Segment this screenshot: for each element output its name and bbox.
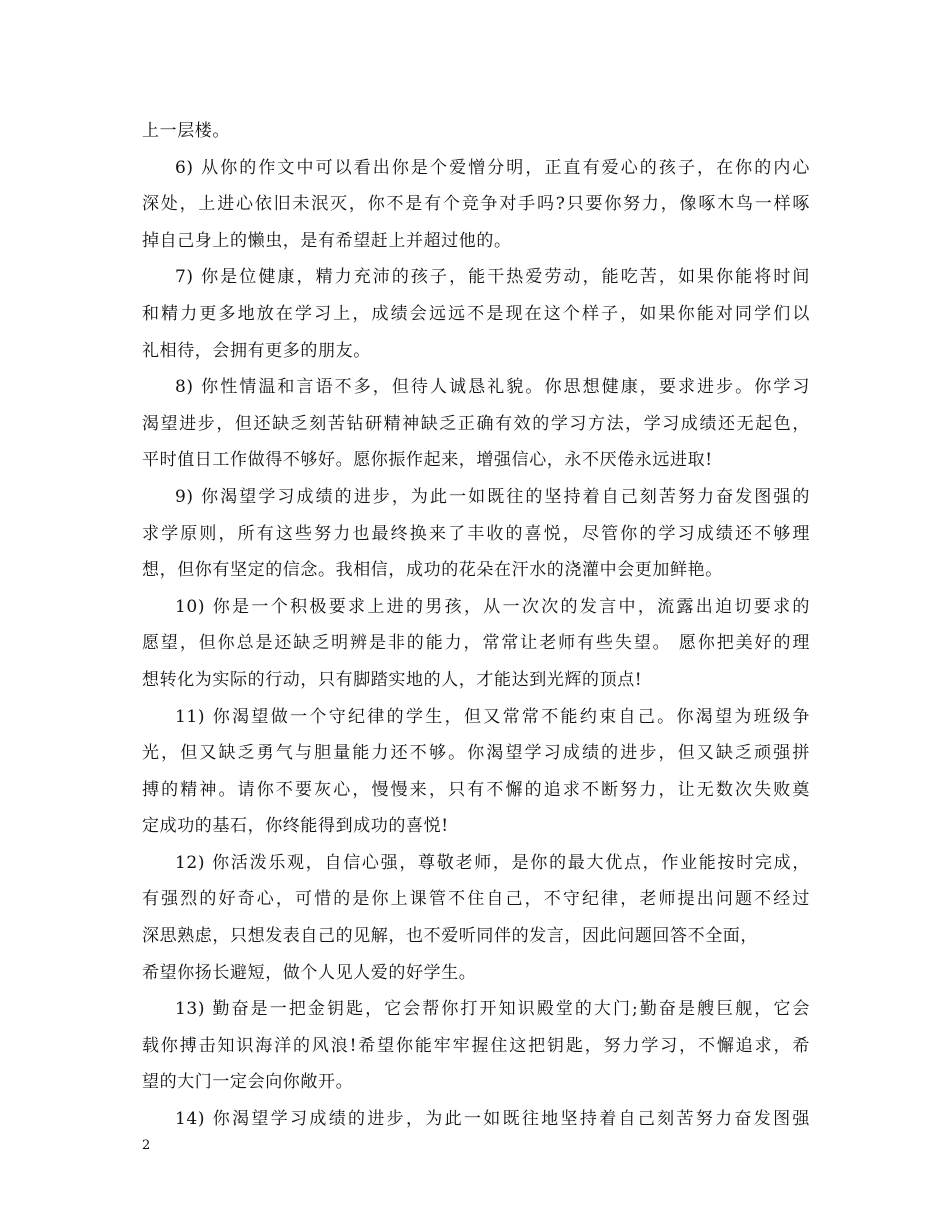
text-line: 求学原则，所有这些努力也最终换来了丰收的喜悦，尽管你的学习成绩还不够理 (142, 523, 810, 544)
text-line: 想转化为实际的行动，只有脚踏实地的人，才能达到光辉的顶点! (142, 669, 643, 690)
text-line: 12) 你活泼乐观，自信心强，尊敬老师，是你的最大优点，作业能按时完成， (175, 852, 810, 873)
text-line: 深思熟虑，只想发表自己的见解，也不爱听同伴的发言，因此问题回答不全面， (142, 926, 758, 947)
text-line: 9) 你渴望学习成绩的进步，为此一如既往的坚持着自己刻苦努力奋发图强的 (175, 486, 810, 507)
text-line: 13) 勤奋是一把金钥匙，它会帮你打开知识殿堂的大门;勤奋是艘巨舰，它会 (175, 999, 810, 1020)
text-line: 掉自己身上的懒虫，是有希望赶上并超过他的。 (142, 230, 512, 251)
text-line: 愿望，但你总是还缺乏明辨是非的能力，常常让老师有些失望。 愿你把美好的理 (142, 633, 810, 654)
text-line: 平时值日工作做得不够好。愿你振作起来，增强信心，永不厌倦永远进取! (142, 450, 713, 471)
text-line: 渴望进步，但还缺乏刻苦钻研精神缺乏正确有效的学习方法，学习成绩还无起色， (142, 413, 810, 434)
text-line: 望的大门一定会向你敞开。 (142, 1072, 354, 1093)
document-body (142, 113, 810, 1138)
text-line: 载你搏击知识海洋的风浪!希望你能牢牢握住这把钥匙，努力学习，不懈追求，希 (142, 1035, 810, 1056)
text-line: 7) 你是位健康，精力充沛的孩子，能干热爱劳动，能吃苦，如果你能将时间 (175, 267, 810, 288)
text-line: 希望你扬长避短，做个人见人爱的好学生。 (142, 962, 477, 983)
text-line: 上一层楼。 (142, 121, 230, 141)
text-line: 14) 你渴望学习成绩的进步，为此一如既往地坚持着自己刻苦努力奋发图强 (175, 1109, 810, 1130)
text-line: 深处，上进心依旧未泯灭，你不是有个竞争对手吗?只要你努力，像啄木鸟一样啄 (142, 194, 810, 215)
text-line: 11) 你渴望做一个守纪律的学生，但又常常不能约束自己。你渴望为班级争 (175, 706, 810, 727)
text-line: 礼相待，会拥有更多的朋友。 (142, 340, 371, 361)
text-line: 定成功的基石，你终能得到成功的喜悦! (142, 816, 449, 837)
text-line: 10) 你是一个积极要求上进的男孩，从一次次的发言中，流露出迫切要求的 (175, 596, 810, 617)
text-line: 有强烈的好奇心，可惜的是你上课管不住自己，不守纪律，老师提出问题不经过 (142, 889, 810, 910)
text-line: 6) 从你的作文中可以看出你是个爱憎分明，正直有爱心的孩子，在你的内心 (175, 157, 810, 178)
text-line: 光，但又缺乏勇气与胆量能力还不够。你渴望学习成绩的进步，但又缺乏顽强拼 (142, 743, 810, 764)
text-line: 8) 你性情温和言语不多，但待人诚恳礼貌。你思想健康，要求进步。你学习 (175, 377, 810, 398)
text-line: 搏的精神。请你不要灰心，慢慢来，只有不懈的追求不断努力，让无数次失败奠 (142, 779, 810, 800)
text-line: 和精力更多地放在学习上，成绩会远远不是现在这个样子，如果你能对同学们以 (142, 303, 810, 324)
page-number: 2 (142, 1138, 151, 1153)
text-line: 想，但你有坚定的信念。我相信，成功的花朵在汗水的浇灌中会更加鲜艳。 (142, 560, 723, 581)
